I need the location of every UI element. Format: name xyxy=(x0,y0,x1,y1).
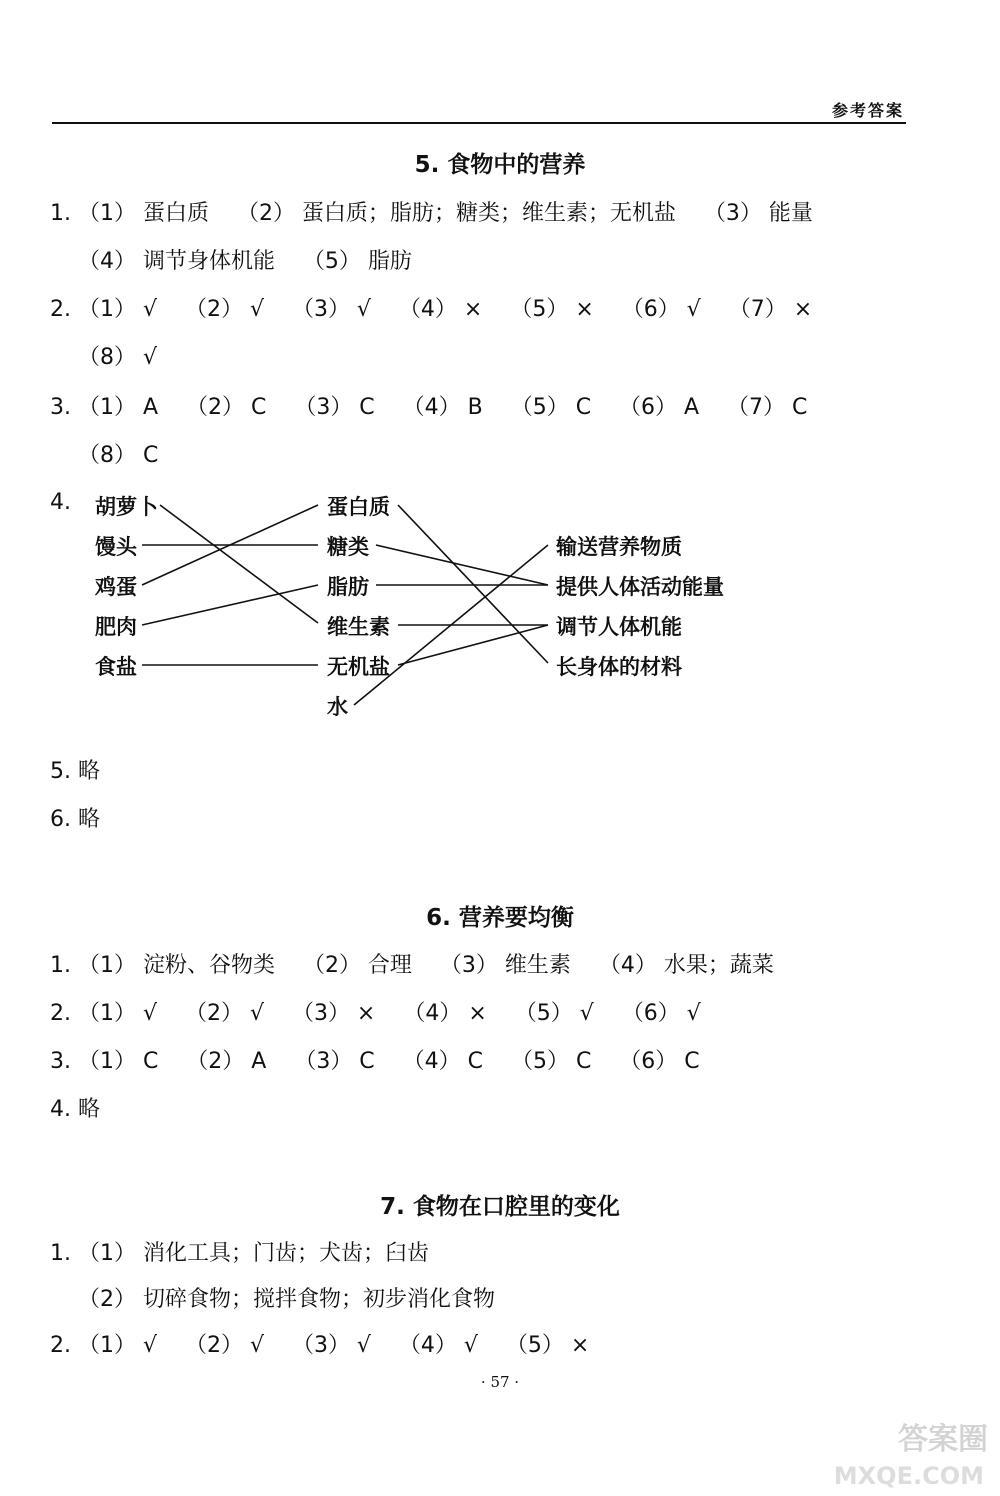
match-line xyxy=(398,625,548,665)
watermark-domain: MXQE.COM xyxy=(833,1462,984,1490)
answer-line: 1. （1） 消化工具；门齿；犬齿；臼齿 xyxy=(50,1241,429,1266)
answer-line: （8） C xyxy=(50,443,159,468)
answer-line: （8） √ xyxy=(50,345,157,370)
function-item: 提供人体活动能量 xyxy=(556,575,724,599)
answer-line: 2. （1） √ （2） √ （3） √ （4） √ （5） × xyxy=(50,1333,590,1358)
answer-line: 5. 略 xyxy=(50,759,100,784)
function-item: 输送营养物质 xyxy=(556,535,682,559)
function-item: 长身体的材料 xyxy=(556,655,682,679)
watermark-logo xyxy=(798,1408,988,1488)
matching-number: 4. xyxy=(50,490,71,515)
answer-line: 2. （1） √ （2） √ （3） × （4） × （5） √ （6） √ xyxy=(50,1001,701,1026)
nutrient-item: 无机盐 xyxy=(327,655,390,679)
section-title-5: 5. 食物中的营养 xyxy=(414,152,586,178)
food-item: 馒头 xyxy=(95,535,137,559)
answer-line: 3. （1） A （2） C （3） C （4） B （5） C （6） A （7） C xyxy=(50,395,808,420)
answer-line: 2. （1） √ （2） √ （3） √ （4） × （5） × （6） √ （7） × xyxy=(50,297,813,322)
answer-line: （4） 调节身体机能 （5） 脂肪 xyxy=(50,249,412,274)
watermark-text: 答案圈 xyxy=(898,1422,988,1457)
match-line xyxy=(160,505,318,623)
answer-line: 3. （1） C （2） A （3） C （4） C （5） C （6） C xyxy=(50,1049,700,1074)
section-title-7: 7. 食物在口腔里的变化 xyxy=(380,1194,620,1220)
header-label: 参考答案 xyxy=(831,101,904,120)
section-title-6: 6. 营养要均衡 xyxy=(426,905,574,931)
nutrient-item: 水 xyxy=(327,695,348,719)
nutrient-item: 蛋白质 xyxy=(327,495,390,519)
food-item: 鸡蛋 xyxy=(95,575,137,599)
nutrient-item: 糖类 xyxy=(327,535,369,559)
food-item: 肥肉 xyxy=(95,615,137,639)
function-item: 调节人体机能 xyxy=(556,615,682,639)
match-line xyxy=(398,505,548,663)
match-line xyxy=(376,545,548,585)
answer-line: 1. （1） 蛋白质 （2） 蛋白质；脂肪；糖类；维生素；无机盐 （3） 能量 xyxy=(50,201,813,226)
food-item: 胡萝卜 xyxy=(95,495,158,519)
answer-line: 1. （1） 淀粉、谷物类 （2） 合理 （3） 维生素 （4） 水果；蔬菜 xyxy=(50,953,774,978)
answer-line: 4. 略 xyxy=(50,1097,100,1122)
nutrient-item: 脂肪 xyxy=(327,575,369,599)
food-item: 食盐 xyxy=(95,655,137,679)
answer-line: （2） 切碎食物；搅拌食物；初步消化食物 xyxy=(50,1287,495,1312)
page-number: · 57 · xyxy=(480,1373,520,1391)
answer-line: 6. 略 xyxy=(50,807,100,832)
match-line xyxy=(142,585,318,625)
nutrient-item: 维生素 xyxy=(327,615,390,639)
